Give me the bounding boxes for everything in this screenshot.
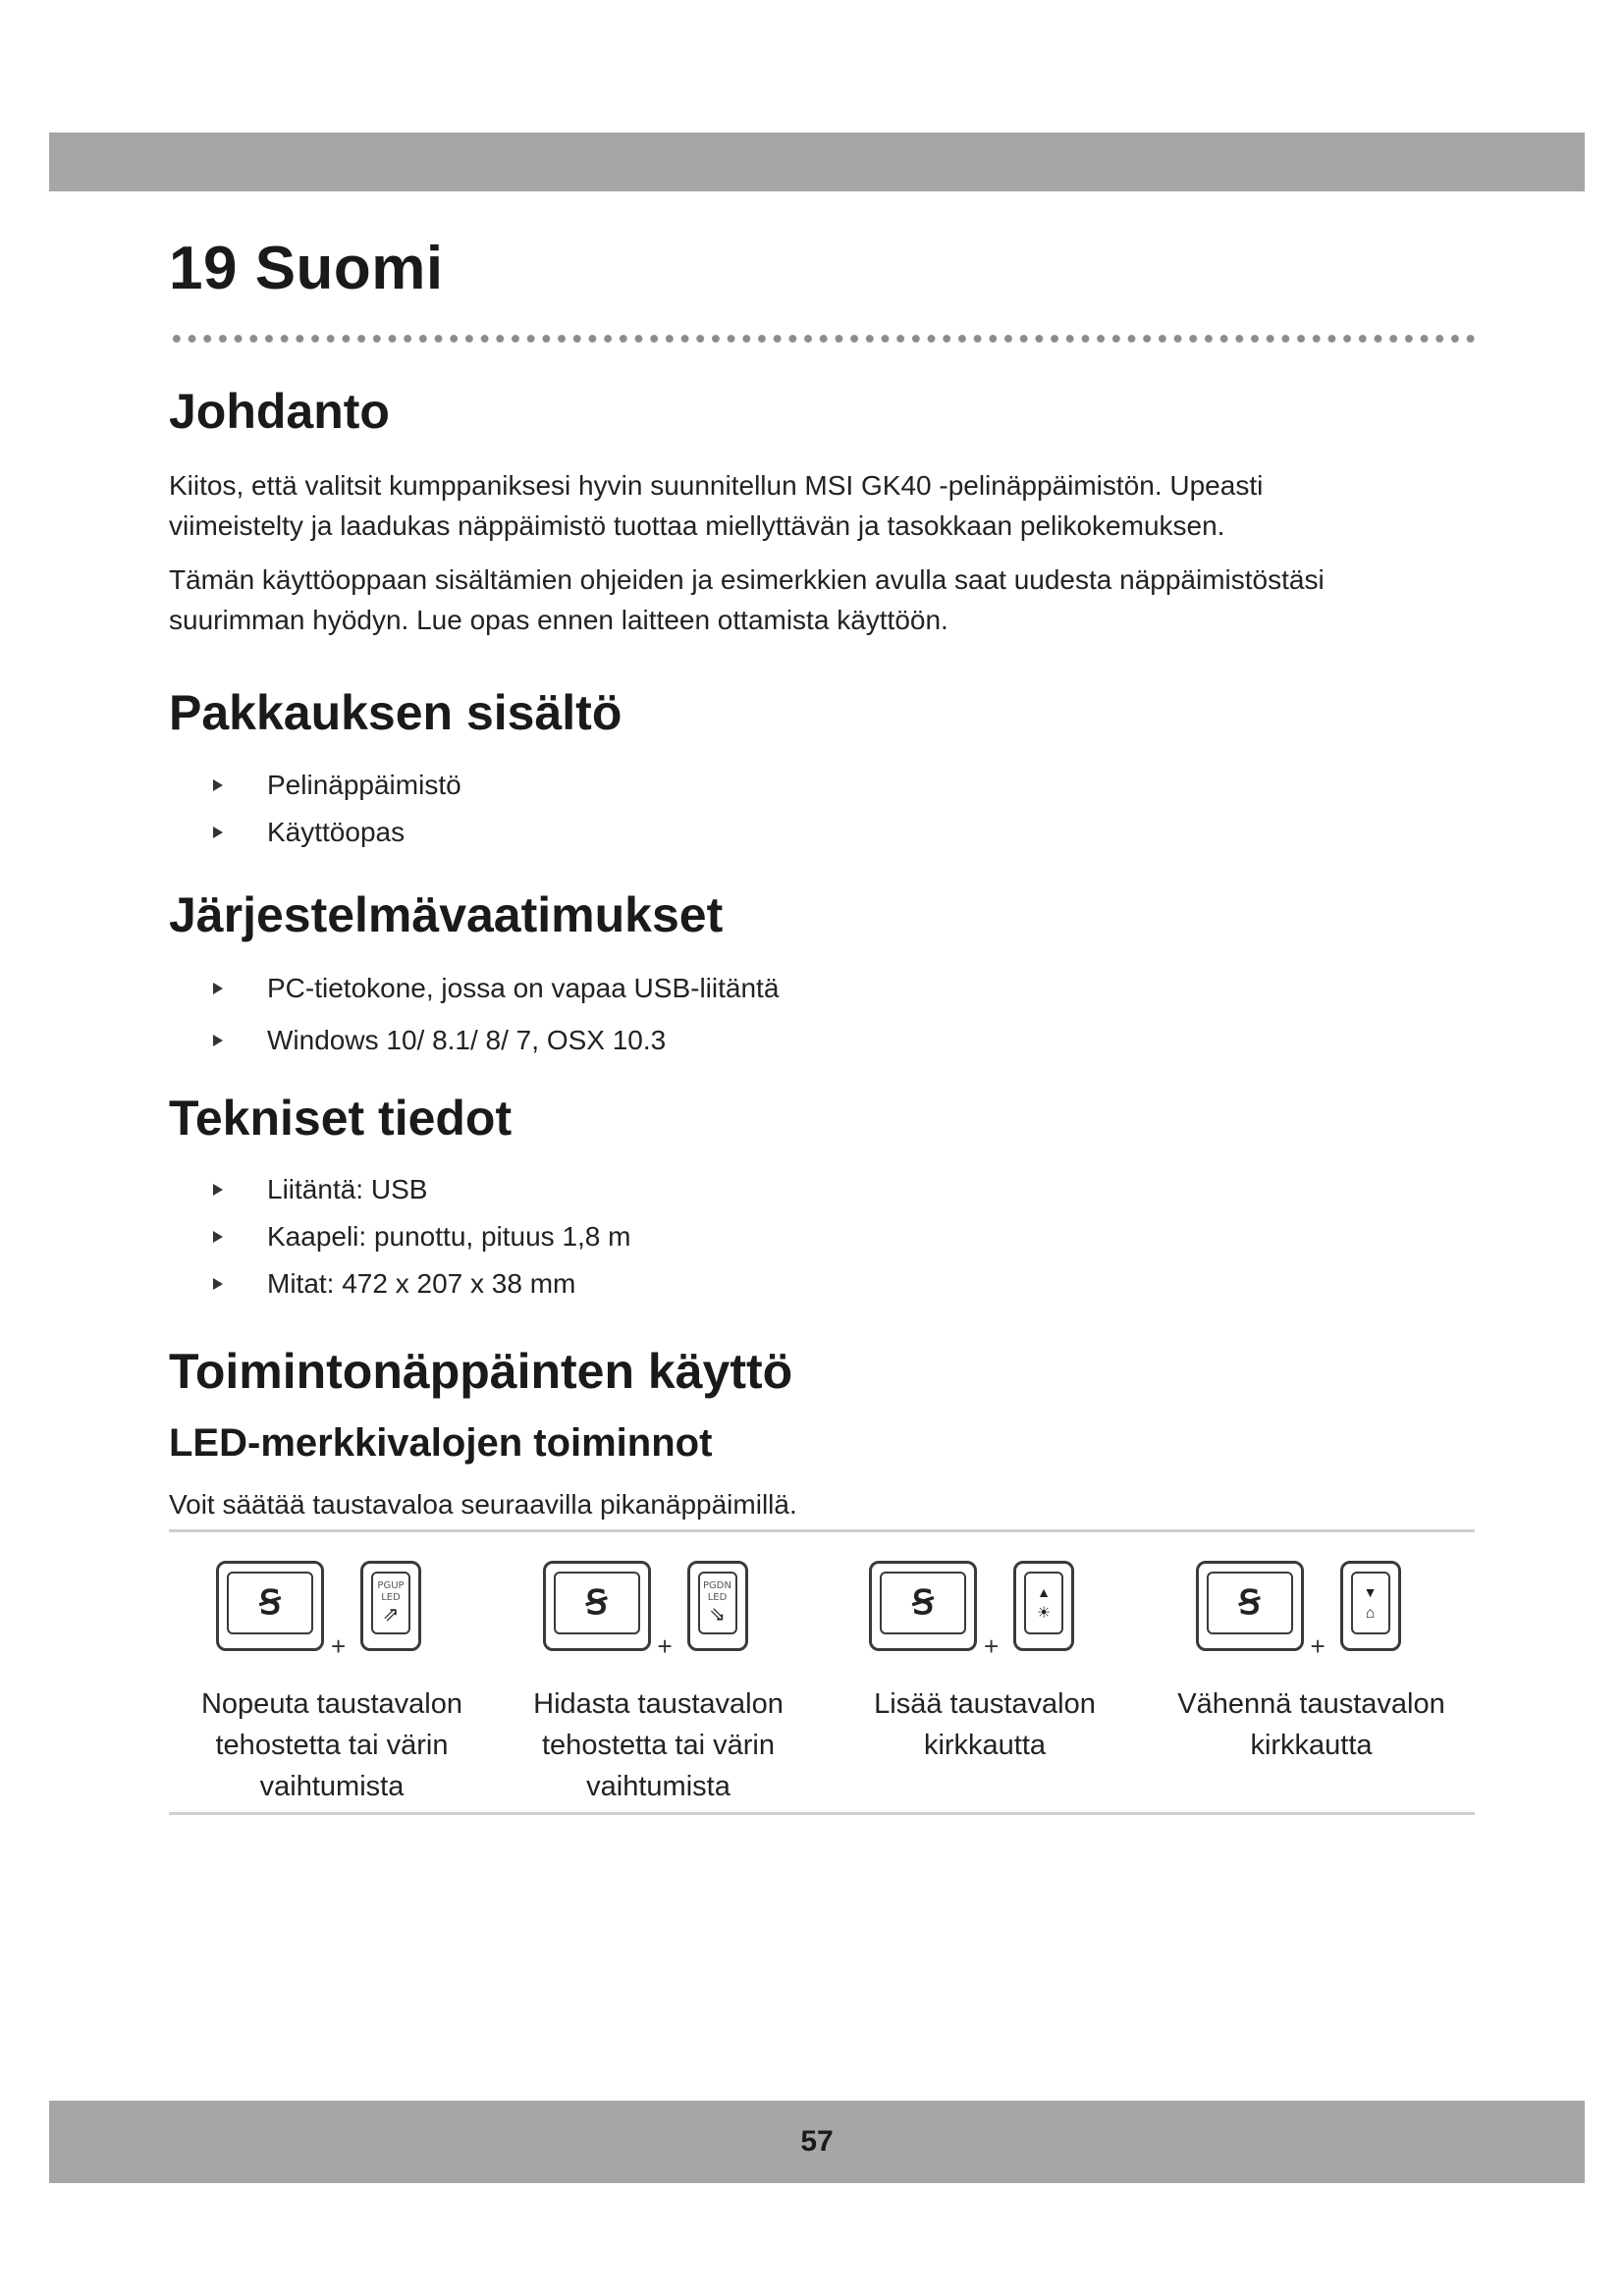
table-top-rule xyxy=(169,1529,1475,1532)
bullet-arrow-icon xyxy=(213,983,223,994)
intro-para1-line1: Kiitos, että valitsit kumppaniksesi hyvin suunnitellun MSI GK40 -pelinäppäimistön. Upeasti xyxy=(169,470,1264,501)
shortcut-cell xyxy=(496,1561,823,1806)
arrow-up-key xyxy=(1013,1561,1074,1651)
shortcut-label: Lisää taustavalon kirkkautta xyxy=(874,1688,1096,1761)
key-mid-label: LED xyxy=(707,1592,728,1603)
msi-dragon-icon: Ꞩ xyxy=(585,1584,608,1622)
section-title-package: Pakkauksen sisältö xyxy=(169,685,623,740)
brightness-down-icon: ⌂ xyxy=(1365,1605,1376,1622)
plus-sign: + xyxy=(331,1631,347,1661)
intro-paragraph-2 xyxy=(169,560,1475,640)
msi-key xyxy=(543,1561,651,1651)
led-slow-down-icon: ⇘ xyxy=(709,1604,726,1626)
pgdn-key xyxy=(687,1561,748,1651)
pgup-key xyxy=(360,1561,421,1651)
bullet-arrow-icon xyxy=(213,779,223,791)
section-title-intro: Johdanto xyxy=(169,384,390,439)
function-keys-intro: Voit säätää taustavaloa seuraavilla pikanäppäimillä. xyxy=(169,1489,797,1520)
list-item: PC-tietokone, jossa on vapaa USB-liitäntä xyxy=(169,962,779,1014)
list-item: Kaapeli: punottu, pituus 1,8 m xyxy=(169,1213,630,1260)
arrow-down-icon: ▼ xyxy=(1363,1584,1378,1600)
msi-key xyxy=(1196,1561,1304,1651)
brightness-up-icon: ☀ xyxy=(1036,1605,1052,1622)
bullet-arrow-icon xyxy=(213,1184,223,1196)
key-top-label: PGUP xyxy=(377,1580,405,1591)
shortcut-cell xyxy=(822,1561,1149,1806)
requirements-list xyxy=(169,962,779,1066)
intro-para2-line1: Tämän käyttöoppaan sisältämien ohjeiden ja esimerkkien avulla saat uudesta näppäimistöstäsi xyxy=(169,564,1325,595)
shortcut-cell xyxy=(1149,1561,1476,1806)
bullet-arrow-icon xyxy=(213,1035,223,1046)
chapter-title: 19 Suomi xyxy=(169,235,444,302)
shortcut-label: Vähennä taustavalon kirkkautta xyxy=(1177,1688,1445,1761)
key-top-label: PGDN xyxy=(703,1580,731,1591)
table-bottom-rule xyxy=(169,1812,1475,1815)
shortcut-table xyxy=(169,1561,1475,1806)
msi-dragon-icon: Ꞩ xyxy=(912,1584,934,1622)
shortcut-label: Nopeuta taustavalon tehostetta tai värin vaihtumista xyxy=(200,1688,463,1802)
shortcut-cell xyxy=(169,1561,496,1806)
intro-paragraph-1 xyxy=(169,465,1475,546)
intro-para2-line2: suurimman hyödyn. Lue opas ennen laitteen ottamista käyttöön. xyxy=(169,605,948,635)
page-number: 57 xyxy=(800,2125,834,2158)
specs-list xyxy=(169,1166,630,1308)
plus-sign: + xyxy=(657,1631,673,1661)
arrow-up-icon: ▲ xyxy=(1037,1584,1051,1600)
section-title-requirements: Järjestelmävaatimukset xyxy=(169,887,724,942)
msi-key xyxy=(216,1561,324,1651)
package-list xyxy=(169,762,461,856)
arrow-down-key xyxy=(1340,1561,1401,1651)
intro-para1-line2: viimeistelty ja laadukas näppäimistö tuottaa miellyttävän ja tasokkaan pelikokemuksen. xyxy=(169,510,1225,541)
list-item: Mitat: 472 x 207 x 38 mm xyxy=(169,1260,630,1308)
list-item: Liitäntä: USB xyxy=(169,1166,630,1213)
bullet-arrow-icon xyxy=(213,1231,223,1243)
dotted-divider xyxy=(169,332,1475,346)
footer-bar xyxy=(49,2101,1585,2183)
led-speed-up-icon: ⇗ xyxy=(382,1604,400,1626)
shortcut-label: Hidasta taustavalon tehostetta tai värin vaihtumista xyxy=(533,1688,784,1802)
list-item: Pelinäppäimistö xyxy=(169,762,461,809)
msi-dragon-icon: Ꞩ xyxy=(1238,1584,1261,1622)
bullet-arrow-icon xyxy=(213,1278,223,1290)
subsection-title-led: LED-merkkivalojen toiminnot xyxy=(169,1421,713,1465)
msi-dragon-icon: Ꞩ xyxy=(259,1584,281,1622)
plus-sign: + xyxy=(1310,1631,1326,1661)
section-title-function-keys: Toimintonäppäinten käyttö xyxy=(169,1344,793,1399)
key-mid-label: LED xyxy=(381,1592,401,1603)
section-title-specs: Tekniset tiedot xyxy=(169,1091,513,1146)
plus-sign: + xyxy=(984,1631,1000,1661)
list-item: Windows 10/ 8.1/ 8/ 7, OSX 10.3 xyxy=(169,1014,779,1066)
header-bar xyxy=(49,133,1585,191)
bullet-arrow-icon xyxy=(213,827,223,838)
msi-key xyxy=(869,1561,977,1651)
list-item: Käyttöopas xyxy=(169,809,461,856)
